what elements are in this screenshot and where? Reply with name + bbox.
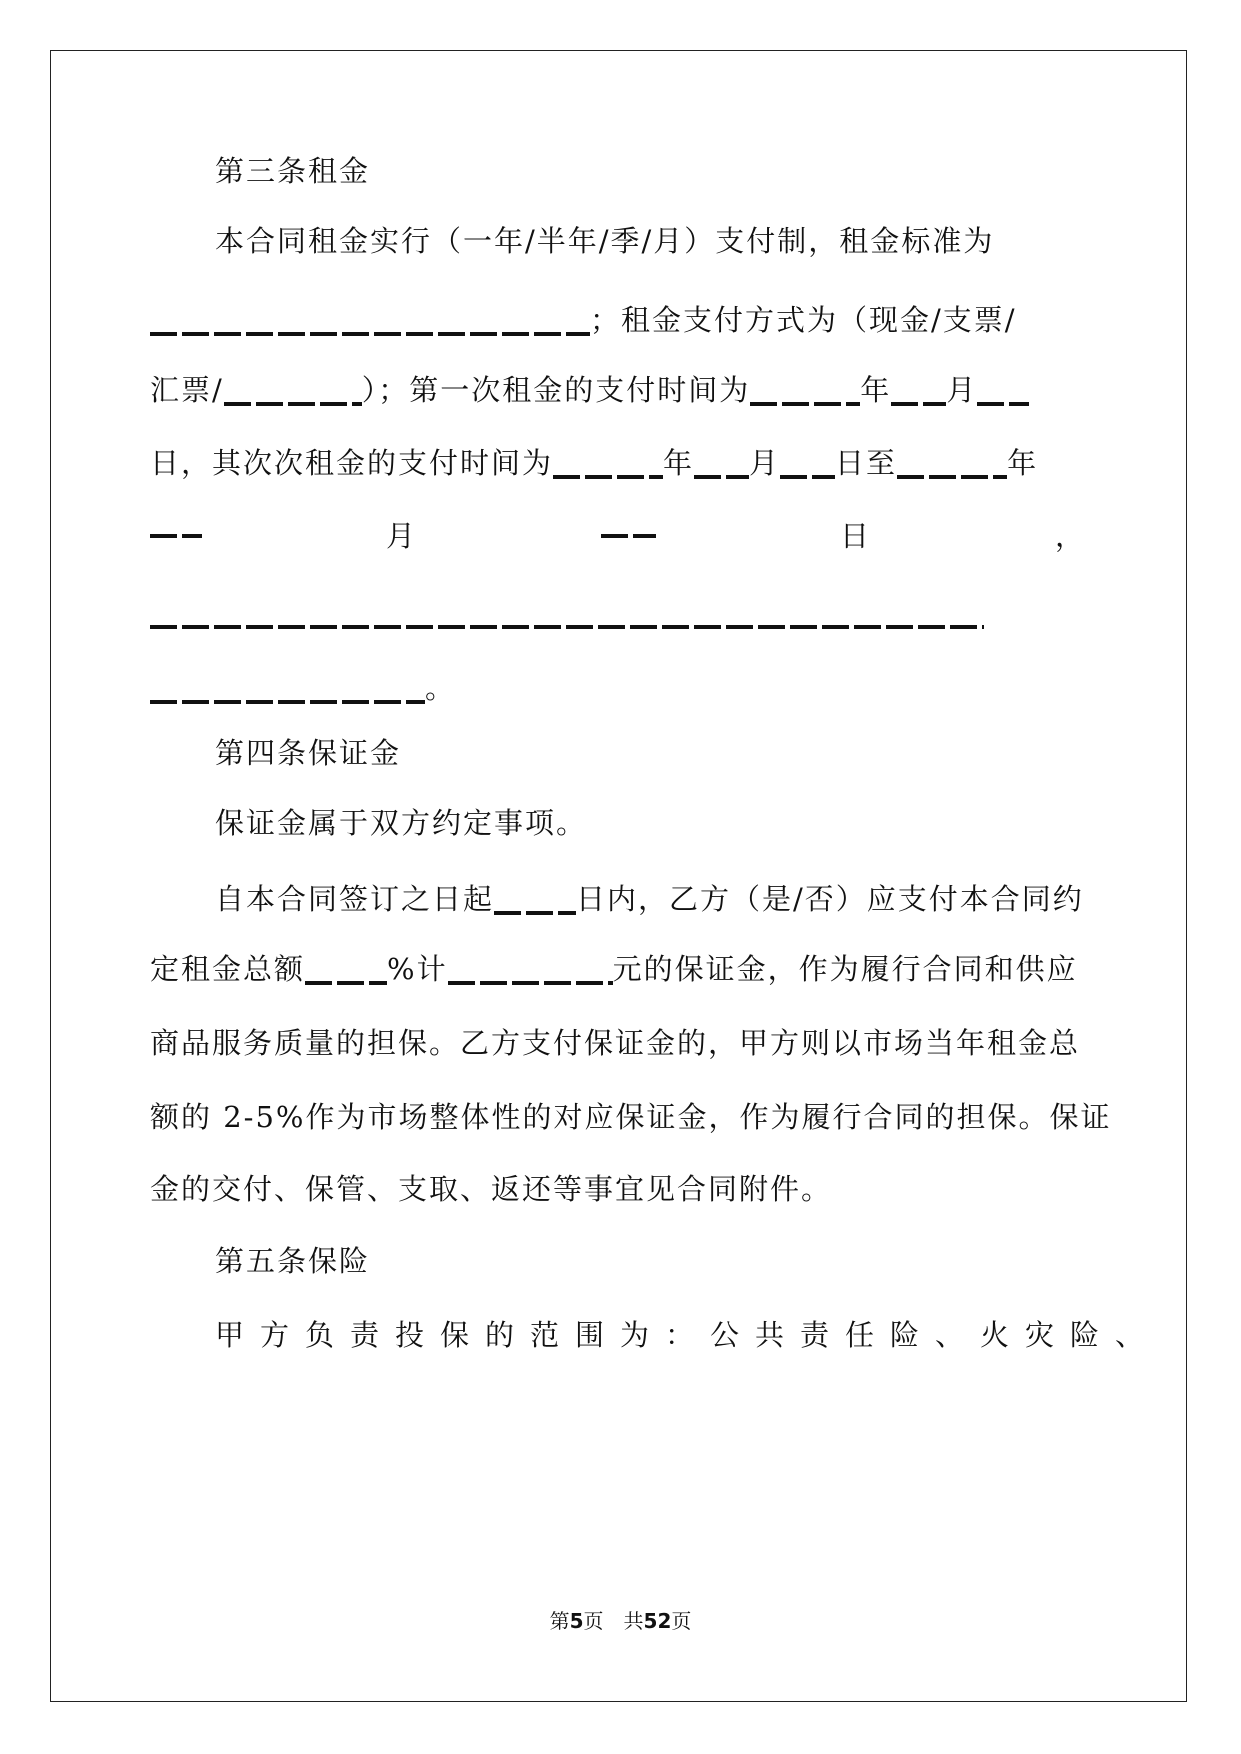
article4-line2-a: 自本合同签订之日起 xyxy=(215,882,495,916)
article3-line7 xyxy=(150,665,1086,711)
deposit-amount-blank[interactable] xyxy=(448,981,613,985)
terms-blank-2[interactable] xyxy=(150,700,425,704)
page-footer xyxy=(0,1605,1241,1634)
rent-standard-blank[interactable] xyxy=(150,332,590,336)
footer-mid: 页 共 xyxy=(583,1609,644,1633)
article3-line5 xyxy=(150,513,1086,559)
year-label: 年 xyxy=(1007,446,1039,480)
day-label: 日 xyxy=(839,519,871,553)
article4-line3-c: 元的保证金，作为履行合同和供应 xyxy=(612,952,1078,986)
terms-blank-1[interactable] xyxy=(150,625,984,629)
article3-line3 xyxy=(150,367,1086,413)
article4-heading: 第四条保证金 xyxy=(215,736,402,770)
first-month-blank[interactable] xyxy=(891,402,946,406)
article4-line1: 保证金属于双方约定事项。 xyxy=(215,806,588,840)
date-to-label: 日至 xyxy=(835,446,898,480)
first-year-blank[interactable] xyxy=(750,402,860,406)
article3-line1 xyxy=(215,218,1086,264)
article3-line4 xyxy=(150,440,1086,486)
end-month-blank[interactable] xyxy=(150,534,202,538)
article3-line4-a: 日，其次次租金的支付时间为 xyxy=(150,446,554,480)
article3-line2-text: ；租金支付方式为（现金/支票/ xyxy=(590,303,1017,337)
article3-line3-b: ）；第一次租金的支付时间为 xyxy=(361,373,751,407)
article4-line2 xyxy=(215,876,1086,922)
year-label: 年 xyxy=(860,373,892,407)
article4-line3-a: 定租金总额 xyxy=(150,952,306,986)
year-label: 年 xyxy=(663,446,695,480)
next-year-blank[interactable] xyxy=(553,475,663,479)
article5-heading: 第五条保险 xyxy=(215,1244,371,1278)
article4-line5: 额的 2-5%作为市场整体性的对应保证金，作为履行合同的担保。保证 xyxy=(150,1100,1112,1134)
article3-line3-a: 汇票/ xyxy=(150,373,224,407)
article3-heading: 第三条租金 xyxy=(215,154,371,188)
end-year-blank[interactable] xyxy=(897,475,1007,479)
next-day-blank[interactable] xyxy=(780,475,835,479)
period-mark: 。 xyxy=(425,671,457,705)
deposit-percent-blank[interactable] xyxy=(305,981,387,985)
article4-line3 xyxy=(150,946,1086,992)
deposit-days-blank[interactable] xyxy=(494,911,576,915)
article5-line1 xyxy=(215,1312,1161,1358)
article3-line2 xyxy=(150,297,1086,343)
article3-line6 xyxy=(150,590,1086,636)
end-day-blank[interactable] xyxy=(601,534,656,538)
article4-line3-b: %计 xyxy=(387,952,448,986)
article3-line1-text: 本合同租金实行（一年/半年/季/月）支付制，租金标准为 xyxy=(215,224,995,258)
comma-mark: ， xyxy=(1054,519,1086,553)
month-label: 月 xyxy=(946,373,978,407)
month-label: 月 xyxy=(385,519,417,553)
footer-suffix: 页 xyxy=(671,1609,692,1633)
current-page-number: 5 xyxy=(569,1609,584,1633)
total-page-count: 52 xyxy=(643,1609,672,1633)
first-day-blank[interactable] xyxy=(977,402,1029,406)
article5-line1-text: 甲方负责投保的范围为：公共责任险、火灾险、 xyxy=(215,1318,1161,1352)
footer-prefix: 第 xyxy=(549,1609,570,1633)
article4-line6: 金的交付、保管、支取、返还等事宜见合同附件。 xyxy=(150,1172,833,1206)
article4-line2-b: 日内，乙方（是/否）应支付本合同约 xyxy=(576,882,1084,916)
next-month-blank[interactable] xyxy=(694,475,749,479)
month-label: 月 xyxy=(749,446,781,480)
payment-method-blank[interactable] xyxy=(224,402,362,406)
article4-line4: 商品服务质量的担保。乙方支付保证金的，甲方则以市场当年租金总 xyxy=(150,1026,1081,1060)
